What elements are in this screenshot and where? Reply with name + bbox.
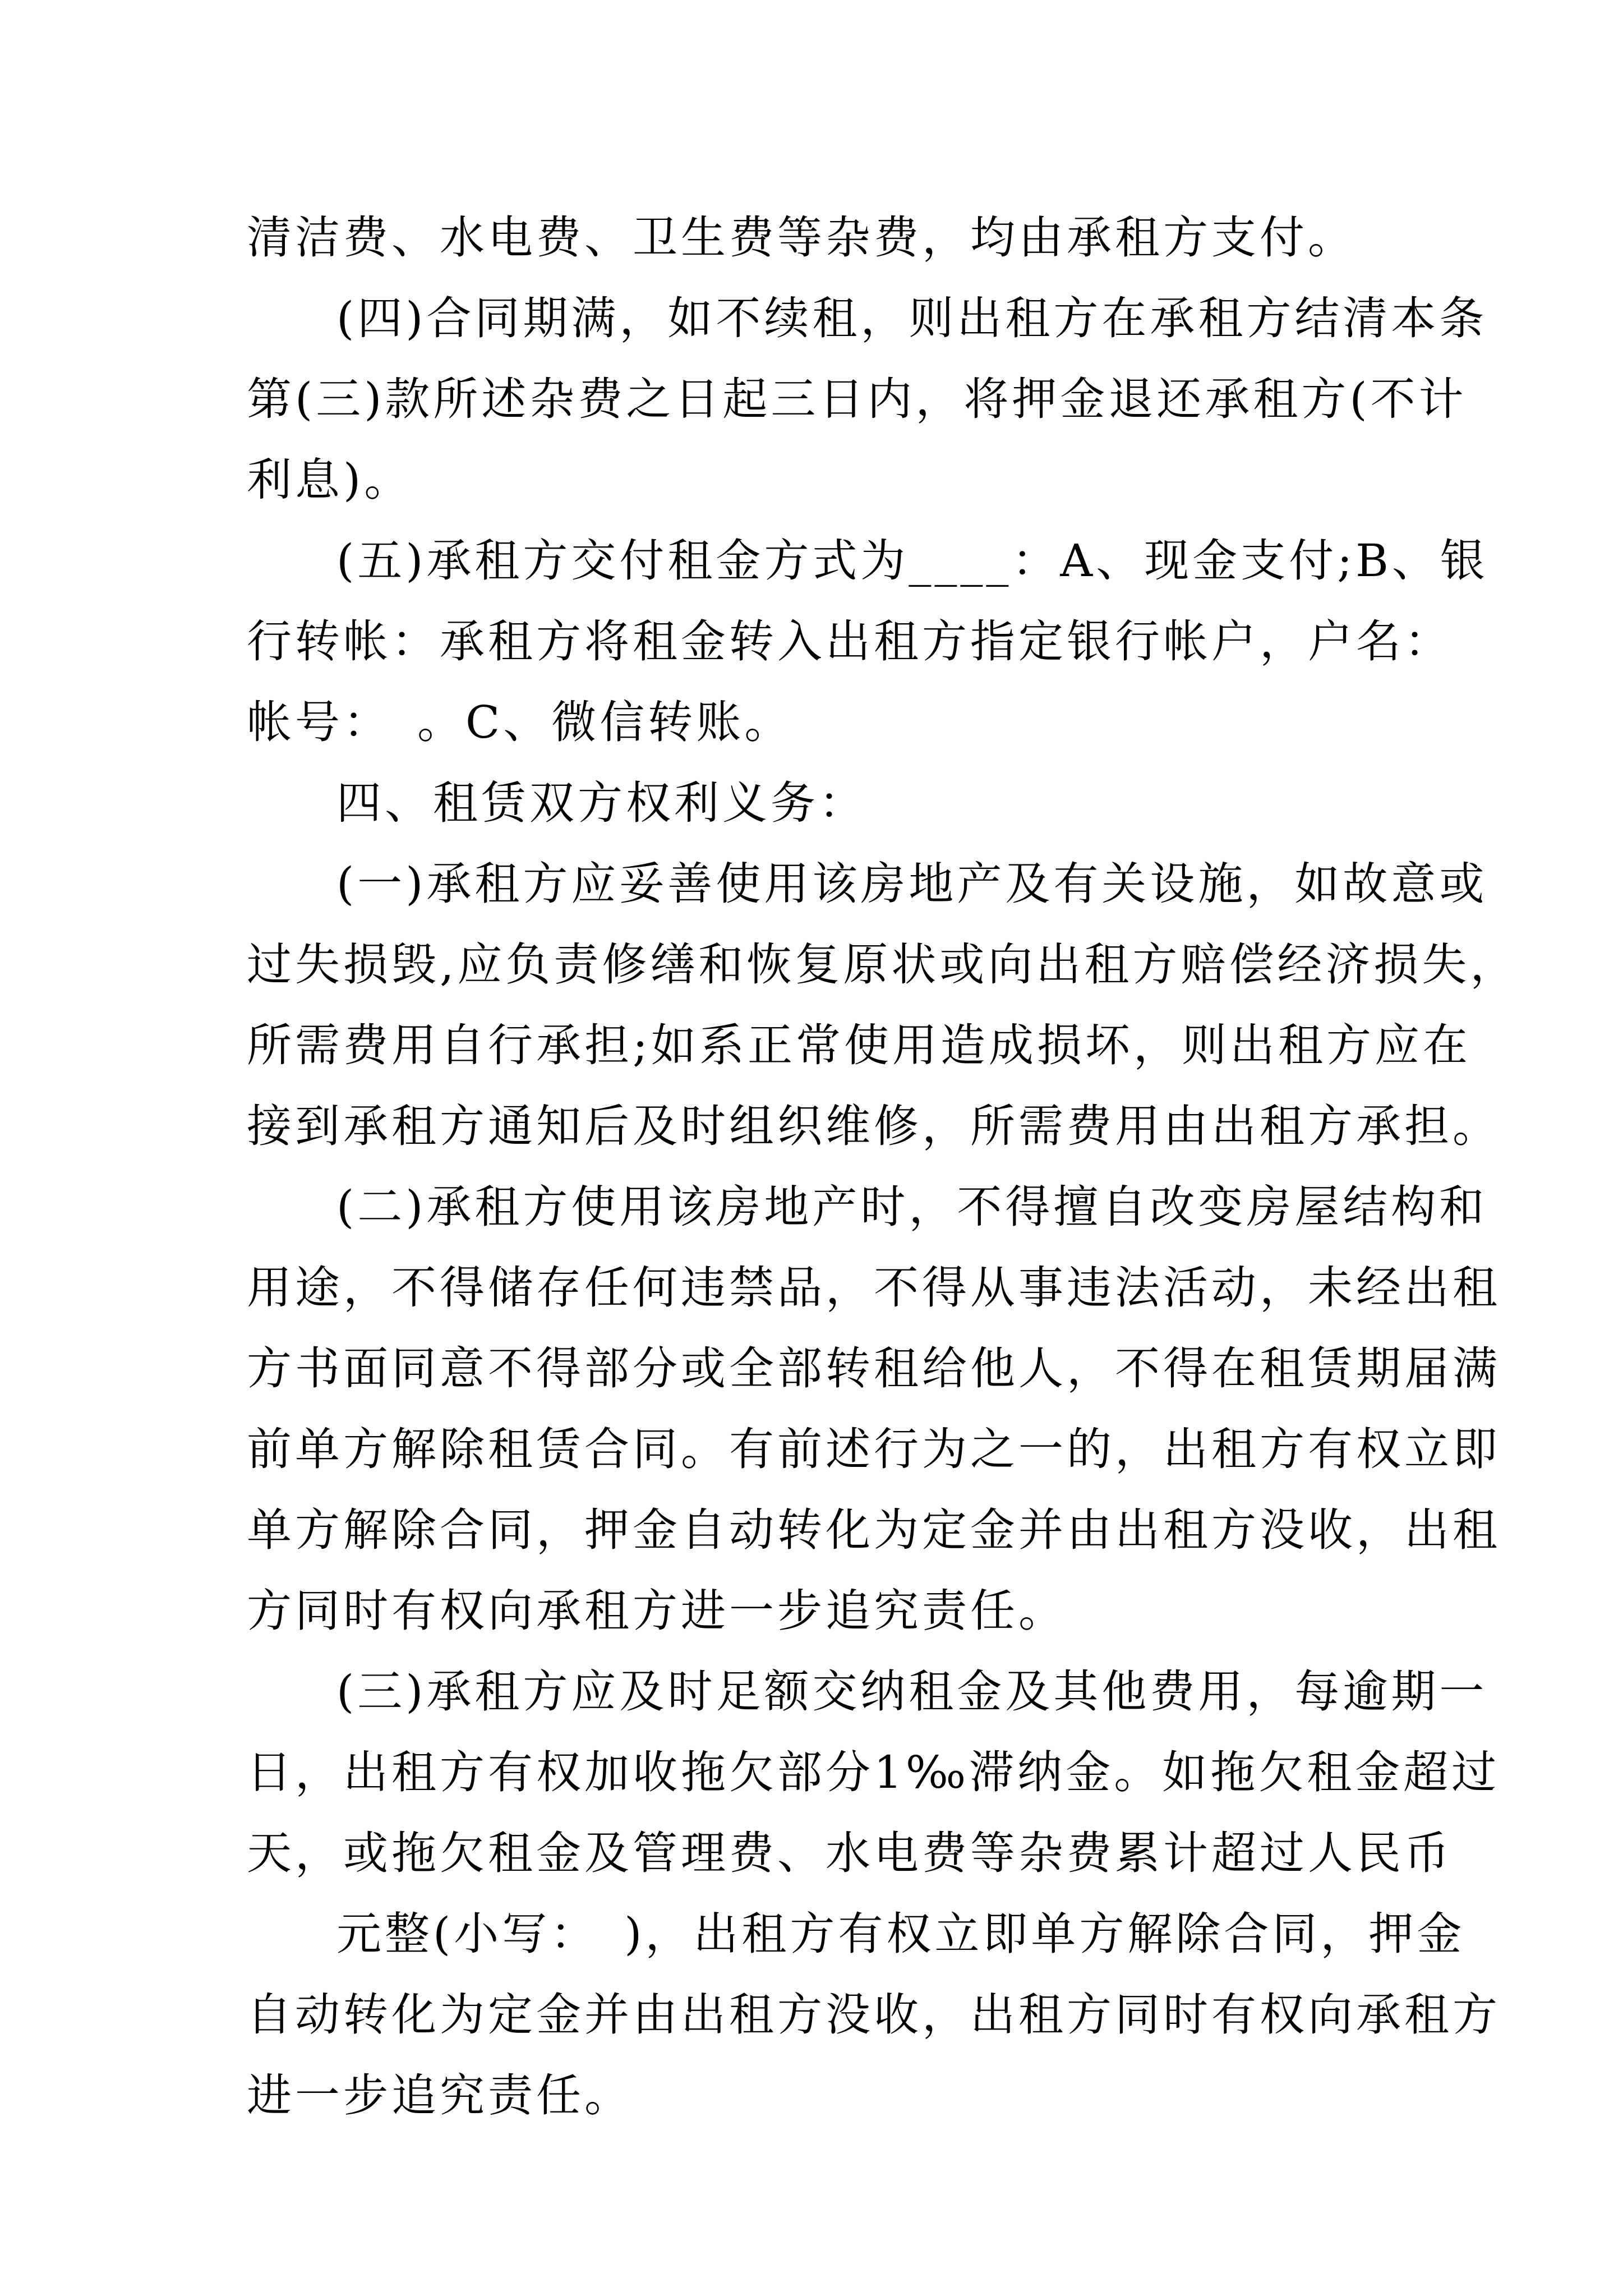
paragraph-line: 方书面同意不得部分或全部转租给他人，不得在租赁期届满: [247, 1342, 1501, 1395]
paragraph-line: (五)承租方交付租金方式为____：A、现金支付;B、银: [336, 535, 1488, 587]
section-heading: 四、租赁双方权利义务：: [336, 777, 867, 829]
paragraph-line: (一)承租方应妥善使用该房地产及有关设施，如故意或: [336, 858, 1488, 910]
paragraph-line: 日，出租方有权加收拖欠部分1‰滞纳金。如拖欠租金超过: [247, 1746, 1500, 1798]
paragraph-line: (三)承租方应及时足额交纳租金及其他费用，每逾期一: [336, 1665, 1488, 1718]
paragraph-line: (四)合同期满，如不续租，则出租方在承租方结清本条: [336, 292, 1488, 344]
paragraph-line: 清洁费、水电费、卫生费等杂费，均由承租方支付。: [247, 211, 1356, 264]
paragraph-line: 方同时有权向承租方进一步追究责任。: [247, 1585, 1067, 1637]
paragraph-line: 前单方解除租赁合同。有前述行为之一的，出租方有权立即: [247, 1423, 1501, 1475]
paragraph-line: 帐号： 。C、微信转账。: [247, 696, 793, 748]
paragraph-line: 用途，不得储存任何违禁品，不得从事违法活动，未经出租: [247, 1262, 1501, 1314]
paragraph-line: 自动转化为定金并由出租方没收，出租方同时有权向承租方: [247, 1989, 1501, 2041]
paragraph-line: (二)承租方使用该房地产时，不得擅自改变房屋结构和: [336, 1181, 1488, 1233]
paragraph-line: 所需费用自行承担;如系正常使用造成损坏，则出租方应在: [247, 1019, 1471, 1071]
paragraph-line: 进一步追究责任。: [247, 2069, 633, 2122]
paragraph-line: 接到承租方通知后及时组织维修，所需费用由出租方承担。: [247, 1100, 1501, 1152]
paragraph-line: 元整(小写： )，出租方有权立即单方解除合同，押金: [336, 1908, 1465, 1960]
paragraph-line: 第(三)款所述杂费之日起三日内，将押金退还承租方(不计: [247, 373, 1467, 425]
paragraph-line: 天，或拖欠租金及管理费、水电费等杂费累计超过人民币: [247, 1827, 1453, 1879]
paragraph-line: 单方解除合同，押金自动转化为定金并由出租方没收，出租: [247, 1504, 1501, 1556]
paragraph-line: 行转帐：承租方将租金转入出租方指定银行帐户，户名：: [247, 615, 1453, 668]
paragraph-line: 利息)。: [247, 454, 413, 506]
paragraph-line: 过失损毁,应负责修缮和恢复原状或向出租方赔偿经济损失，: [247, 938, 1519, 991]
document-body: [247, 197, 1519, 2136]
